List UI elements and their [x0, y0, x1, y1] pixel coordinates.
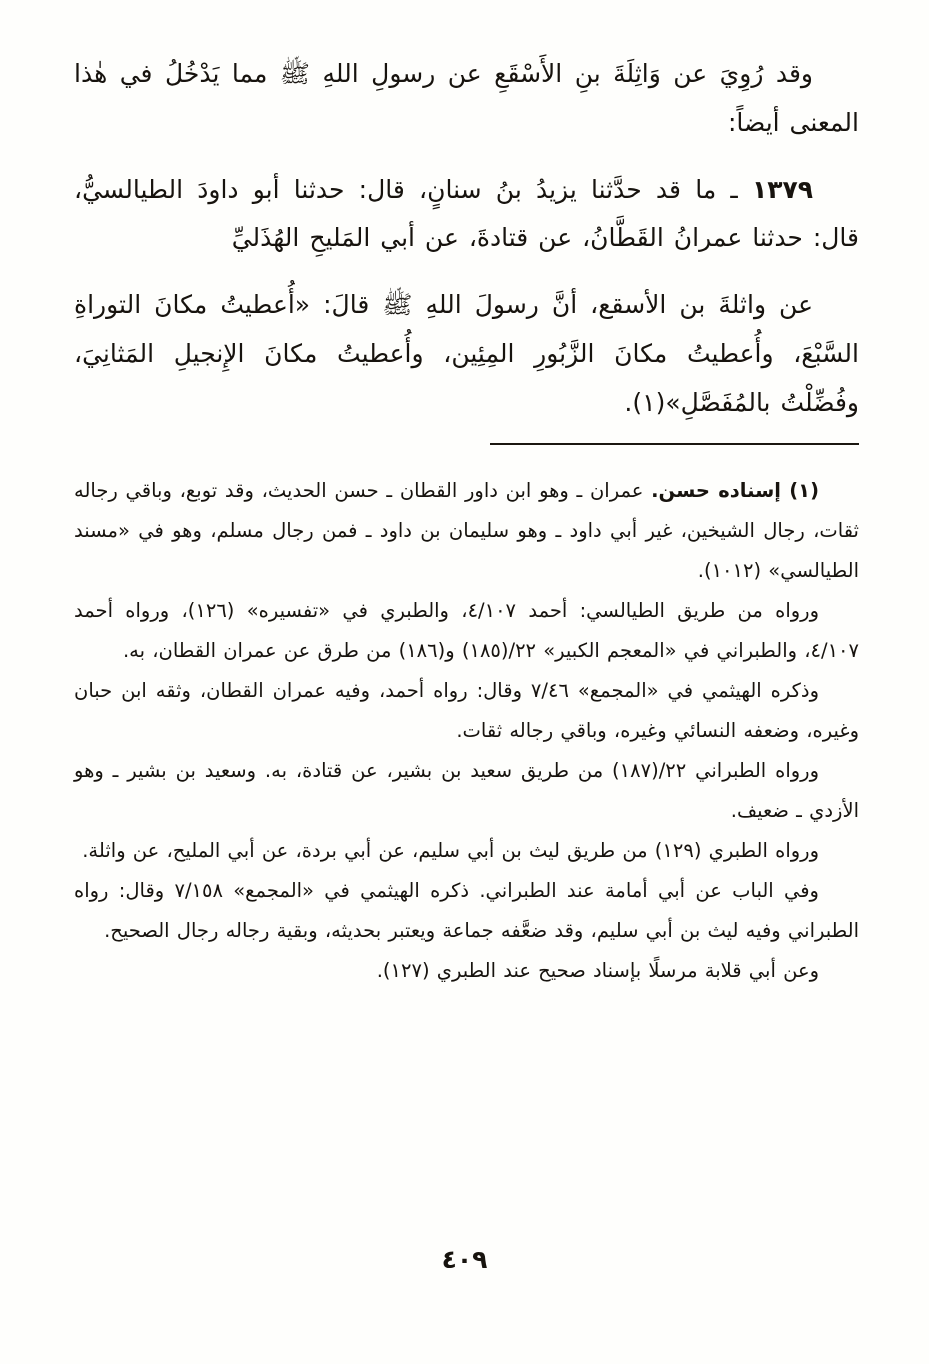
hadith-paragraph [74, 166, 859, 264]
footnote-paragraph: ورواه الطبري (١٢٩) من طريق ليث بن أبي سليم، عن أبي بردة، عن أبي المليح، عن واثلة. [82, 838, 819, 862]
intro-paragraph: وقد رُوِيَ عن وَاثِلَةَ بنِ الأَسْقَعِ عن رسولِ اللهِ ﷺ مما يَدْخُلُ في هٰذا المعنى أيضاً: [74, 59, 859, 137]
footnotes-section [74, 471, 859, 991]
main-text [74, 50, 859, 427]
footnote-separator [490, 443, 859, 445]
hadith-isnad: ـ ما قد حدَّثنا يزيدُ بنُ سنانٍ، قال: حدثنا أبو داودَ الطيالسيُّ، قال: حدثنا عمرانُ القَطَّانُ، عن قتادةَ، عن أبي المَليحِ الهُذَليِّ [74, 174, 859, 253]
footnote-paragraph: ورواه الطبراني ٢٢/(١٨٧) من طريق سعيد بن بشير، عن قتادة، به. وسعيد بن بشير ـ وهو الأزدي ـ ضعيف. [74, 759, 859, 822]
footnote-paragraph: وذكره الهيثمي في «المجمع» ٧/٤٦ وقال: رواه أحمد، وفيه عمران القطان، وثقه ابن حبان وغيره، وضعفه النسائي وغيره، وباقي رجاله ثقات. [74, 679, 859, 743]
footnote-paragraph: وفي الباب عن أبي أمامة عند الطبراني. ذكره الهيثمي في «المجمع» ٧/١٥٨ وقال: رواه الطبراني وفيه ليث بن أبي سليم، وقد ضعَّفه جماعة ويعتبر بحديثه، وبقية رجاله رجال الصحيح. [74, 878, 859, 942]
footnote-paragraph: ورواه من طريق الطيالسي: أحمد ٤/١٠٧، والطبري في «تفسيره» (١٢٦)، ورواه أحمد ٤/١٠٧، والطبراني في «المعجم الكبير» ٢٢/(١٨٥) و(١٨٦) من طرق عن عمران القطان، به. [74, 599, 859, 663]
footnote-paragraph: وعن أبي قلابة مرسلًا بإسناد صحيح عند الطبري (١٢٧). [376, 958, 819, 982]
footnote-text: عمران ـ وهو ابن داور القطان ـ حسن الحديث، وقد توبع، وباقي رجاله ثقات، رجال الشيخين، غير أبي داود ـ وهو سليمان بن داود ـ فمن رجال مسلم، وهو في «مسند الطيالسي» (١٠١٢). [74, 479, 859, 583]
footnote-marker-and-grade: (١) إسناده حسن. [651, 479, 819, 503]
matn-paragraph: عن واثلةَ بن الأسقع، أنَّ رسولَ اللهِ ﷺ قالَ: «أُعطيتُ مكانَ التوراةِ السَّبْعَ، وأُعطيتُ مكانَ الزَّبُورِ المِئِين، وأُعطيتُ مكانَ الإِنجيلِ المَثانِيَ، وفُضِّلْتُ بالمُفَصَّلِ»(١). [74, 290, 859, 417]
page-number: ٤٠٩ [441, 1245, 488, 1274]
hadith-number: ١٣٧٩ [751, 174, 814, 204]
footnote-paragraph [74, 471, 859, 591]
